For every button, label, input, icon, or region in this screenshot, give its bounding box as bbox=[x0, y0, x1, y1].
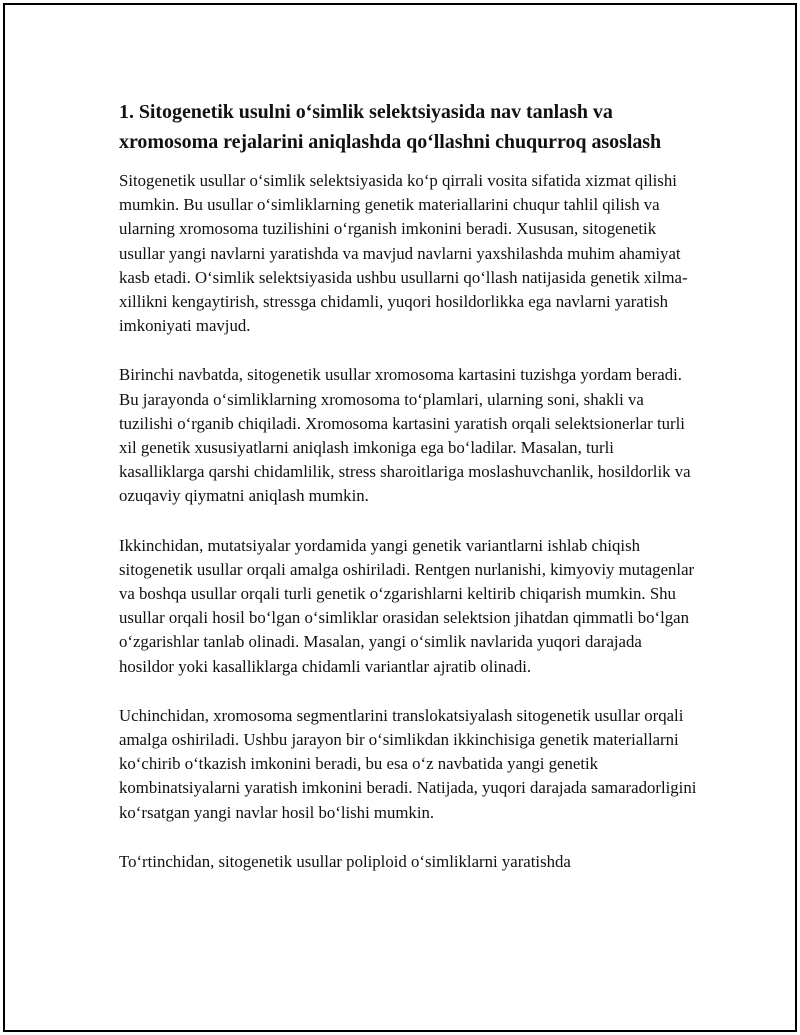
paragraph-third-point: Uchinchidan, xromosoma segmentlarini translokatsiyalash sitogenetik usullar orqali amalga oshiriladi. Ushbu jarayon bir o‘simlikdan ikkinchisiga genetik materiallarni ko‘chirib o‘tkazish imkonini beradi, bu esa o‘z navbatida yangi genetik kombinatsiyalarni yaratish imkonini beradi. Natijada, yuqori darajada samaradorligini ko‘rsatgan yangi navlar hosil bo‘lishi mumkin. bbox=[119, 705, 697, 822]
document-body bbox=[119, 97, 699, 874]
document-page bbox=[3, 3, 797, 1032]
paragraph-second-point: Ikkinchidan, mutatsiyalar yordamida yangi genetik variantlarni ishlab chiqish sitogenetik usullar orqali amalga oshiriladi. Rentgen nurlanishi, kimyoviy mutagenlar va boshqa usullar orqali turli genetik o‘zgarishlarni keltirib chiqarish mumkin. Shu usullar orqali hosil bo‘lgan o‘simliklar orasidan selektsion jihatdan qimmatli bo‘lgan o‘zgarishlar tanlab olinadi. Masalan, yangi o‘simlik navlarida yuqori darajada hosildor yoki kasalliklarga chidamli variantlar ajratib olinadi. bbox=[119, 535, 695, 676]
section-heading: 1. Sitogenetik usulni o‘simlik selektsiyasida nav tanlash va xromosoma rejalarini aniqlashda qo‘llashni chuqurroq asoslash bbox=[119, 101, 662, 153]
paragraph-fourth-point: To‘rtinchidan, sitogenetik usullar poliploid o‘simliklarni yaratishda bbox=[119, 851, 571, 871]
paragraph-intro: Sitogenetik usullar o‘simlik selektsiyasida ko‘p qirrali vosita sifatida xizmat qilishi mumkin. Bu usullar o‘simliklarning genetik materiallarini chuqur tahlil qilish va ularning xromosoma tuzilishini o‘rganish imkonini beradi. Xususan, sitogenetik usullar yangi navlarni yaratishda va mavjud navlarni yaxshilashda muhim ahamiyat kasb etadi. O‘simlik selektsiyasida ushbu usullarni qo‘llash natijasida genetik xilma-xillikni kengaytirish, stressga chidamli, yuqori hosildorlikka ega navlarni yaratish imkoniyati mavjud. bbox=[119, 171, 688, 336]
paragraph-first-point: Birinchi navbatda, sitogenetik usullar xromosoma kartasini tuzishga yordam beradi. Bu jarayonda o‘simliklarning xromosoma to‘plamlari, ularning soni, shakli va tuzilishi o‘rganib chiqiladi. Xromosoma kartasini yaratish orqali selektsionerlar turli xil genetik xususiyatlarni aniqlash imkoniga ega bo‘ladilar. Masalan, turli kasalliklarga qarshi chidamlilik, stress sharoitlariga moslashuvchanlik, hosildorlik va ozuqaviy qiymatni aniqlash mumkin. bbox=[119, 365, 691, 506]
